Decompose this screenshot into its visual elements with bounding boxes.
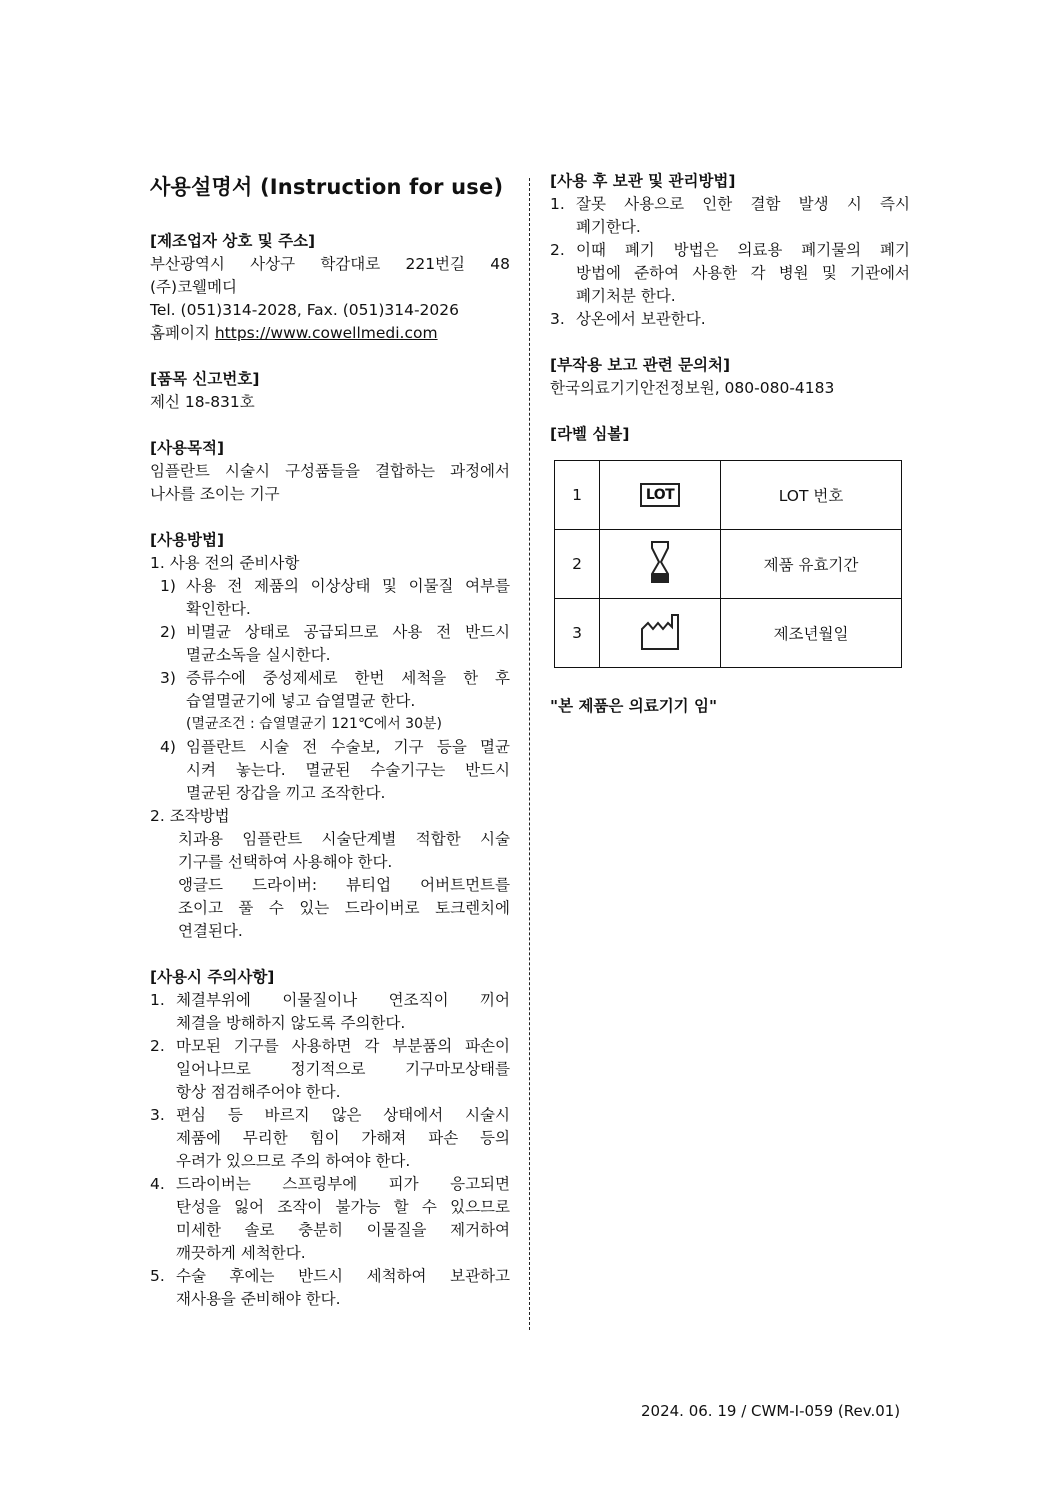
hourglass-icon (649, 540, 671, 584)
item-number: 1. (150, 991, 165, 1009)
item-text: 미세한 솔로 충분히 이물질을 제거하여 (176, 1221, 510, 1239)
precaution-item (150, 989, 510, 1035)
symbol-number: 1 (555, 461, 600, 530)
item-text: 탄성을 잃어 조작이 불가능 할 수 있으므로 (176, 1198, 510, 1216)
usage-step2-line: 치과용 임플란트 시술단계별 적합한 시술 (178, 830, 510, 848)
usage-step2-line: 기구를 선택하여 사용해야 한다. (178, 853, 393, 871)
usage-step1-item (150, 736, 510, 805)
usage-step1-title: 1. 사용 전의 준비사항 (150, 554, 300, 572)
symbol-number: 2 (555, 530, 600, 599)
usage-step2-line: 연결된다. (178, 922, 243, 940)
item-number: 3) (160, 669, 176, 687)
manufacturer-company: (주)코웰메디 (150, 278, 237, 296)
table-row (555, 530, 902, 599)
item-text: 항상 점검해주어야 한다. (176, 1083, 341, 1101)
item-number: 3. (550, 310, 565, 328)
registration-section (150, 368, 510, 414)
item-text: 습열멸균기에 넣고 습열멸균 한다. (186, 692, 416, 710)
item-text: 증류수에 중성제세로 한번 세척을 한 후 (186, 669, 510, 687)
item-text: 드라이버는 스프링부에 피가 응고되면 (176, 1175, 510, 1193)
item-number: 1. (550, 195, 565, 213)
item-text: 방법에 준하여 사용한 각 병원 및 기관에서 (576, 264, 910, 282)
item-text: 이때 폐기 방법은 의료용 폐기물의 폐기 (576, 241, 910, 259)
item-text: 편심 등 바르지 않은 상태에서 시술시 (176, 1106, 510, 1124)
item-text: 비멸균 상태로 공급되므로 사용 전 반드시 (186, 623, 510, 641)
lot-icon: LOT (640, 483, 680, 507)
table-row (555, 461, 902, 530)
symbol-number: 3 (555, 599, 600, 668)
item-text: 멸균소독을 실시한다. (186, 646, 331, 664)
precaution-item (150, 1035, 510, 1104)
storage-item (550, 239, 910, 308)
registration-number: 제신 18-831호 (150, 393, 255, 411)
manufacturer-heading: [제조업자 상호 및 주소] (150, 232, 316, 250)
table-row (555, 599, 902, 668)
purpose-line: 임플란트 시술시 구성품들을 결합하는 과정에서 (150, 462, 510, 480)
item-text: 마모된 기구를 사용하면 각 부분품의 파손이 (176, 1037, 510, 1055)
manufacturer-contact: Tel. (051)314-2028, Fax. (051)314-2026 (150, 301, 460, 319)
adverse-report-heading: [부작용 보고 관련 문의처] (550, 356, 731, 374)
item-text: 수술 후에는 반드시 세척하여 보관하고 (176, 1267, 510, 1285)
item-text: 폐기한다. (576, 218, 641, 236)
column-divider (529, 178, 530, 1330)
item-number: 4) (160, 738, 176, 756)
manufacturer-section (150, 230, 510, 345)
item-number: 2. (150, 1037, 165, 1055)
precautions-heading: [사용시 주의사항] (150, 968, 275, 986)
item-text: 제품에 무리한 힘이 가해져 파손 등의 (176, 1129, 510, 1147)
item-text: 일어나므로 정기적으로 기구마모상태를 (176, 1060, 510, 1078)
factory-icon (639, 611, 681, 651)
symbol-meaning: 제품 유효기간 (721, 530, 902, 599)
left-column (150, 170, 510, 1334)
storage-item (550, 308, 910, 331)
usage-heading: [사용방법] (150, 531, 225, 549)
label-symbols-heading: [라벨 심볼] (550, 425, 630, 443)
item-number: 1) (160, 577, 176, 595)
label-symbols-section (550, 423, 910, 668)
usage-step1-item (150, 667, 510, 736)
homepage-line (150, 322, 510, 345)
item-text: 임플란트 시술 전 수술보, 기구 등을 멸균 (186, 738, 510, 756)
adverse-report-section (550, 354, 910, 400)
usage-section (150, 529, 510, 943)
adverse-report-contact: 한국의료기기안전정보원, 080-080-4183 (550, 379, 835, 397)
item-number: 2. (550, 241, 565, 259)
registration-heading: [품목 신고번호] (150, 370, 260, 388)
item-number: 2) (160, 623, 176, 641)
item-number: 5. (150, 1267, 165, 1285)
usage-step2-line: 앵글드 드라이버: 뷰티업 어버트먼트를 (178, 876, 510, 894)
item-text: 체결을 방해하지 않도록 주의한다. (176, 1014, 406, 1032)
medical-device-notice: "본 제품은 의료기기 임" (550, 697, 718, 715)
usage-step2-line: 조이고 풀 수 있는 드라이버로 토크렌치에 (178, 899, 510, 917)
item-text: 잘못 사용으로 인한 결함 발생 시 즉시 (576, 195, 910, 213)
item-text: 확인한다. (186, 600, 251, 618)
storage-heading: [사용 후 보관 및 관리방법] (550, 172, 736, 190)
purpose-section (150, 437, 510, 506)
label-symbols-table (554, 460, 902, 668)
purpose-heading: [사용목적] (150, 439, 225, 457)
item-text: 깨끗하게 세척한다. (176, 1244, 306, 1262)
precaution-item (150, 1173, 510, 1265)
symbol-meaning: 제조년월일 (721, 599, 902, 668)
usage-step2-title: 2. 조작방법 (150, 807, 230, 825)
manufacturer-address: 부산광역시 사상구 학감대로 221번길 48 (150, 255, 510, 273)
storage-item (550, 193, 910, 239)
usage-step1-item (150, 575, 510, 621)
precaution-item (150, 1104, 510, 1173)
storage-section (550, 170, 910, 331)
right-column (550, 170, 910, 732)
homepage-link[interactable]: https://www.cowellmedi.com (214, 324, 438, 342)
item-text: 멸균된 장갑을 끼고 조작한다. (186, 784, 386, 802)
usage-step1-item (150, 621, 510, 667)
symbol-meaning: LOT 번호 (721, 461, 902, 530)
item-text: 폐기처분 한다. (576, 287, 676, 305)
item-text: 시켜 놓는다. 멸균된 수술기구는 반드시 (186, 761, 510, 779)
item-text: 우려가 있으므로 주의 하여야 한다. (176, 1152, 411, 1170)
item-number: 4. (150, 1175, 165, 1193)
item-number: 3. (150, 1106, 165, 1124)
item-text: 상온에서 보관한다. (576, 310, 706, 328)
document-title: 사용설명서 (Instruction for use) (150, 175, 504, 199)
item-text: 사용 전 제품의 이상상태 및 이물질 여부를 (186, 577, 510, 595)
document-footer: 2024. 06. 19 / CWM-I-059 (Rev.01) (641, 1402, 901, 1420)
purpose-line: 나사를 조이는 기구 (150, 485, 280, 503)
homepage-label: 홈페이지 (150, 324, 210, 342)
precaution-item (150, 1265, 510, 1311)
item-text: 재사용을 준비해야 한다. (176, 1290, 341, 1308)
sterilization-condition: (멸균조건 : 습열멸균기 121℃에서 30분) (186, 716, 442, 732)
item-text: 체결부위에 이물질이나 연조직이 끼어 (176, 991, 510, 1009)
precautions-section (150, 966, 510, 1311)
